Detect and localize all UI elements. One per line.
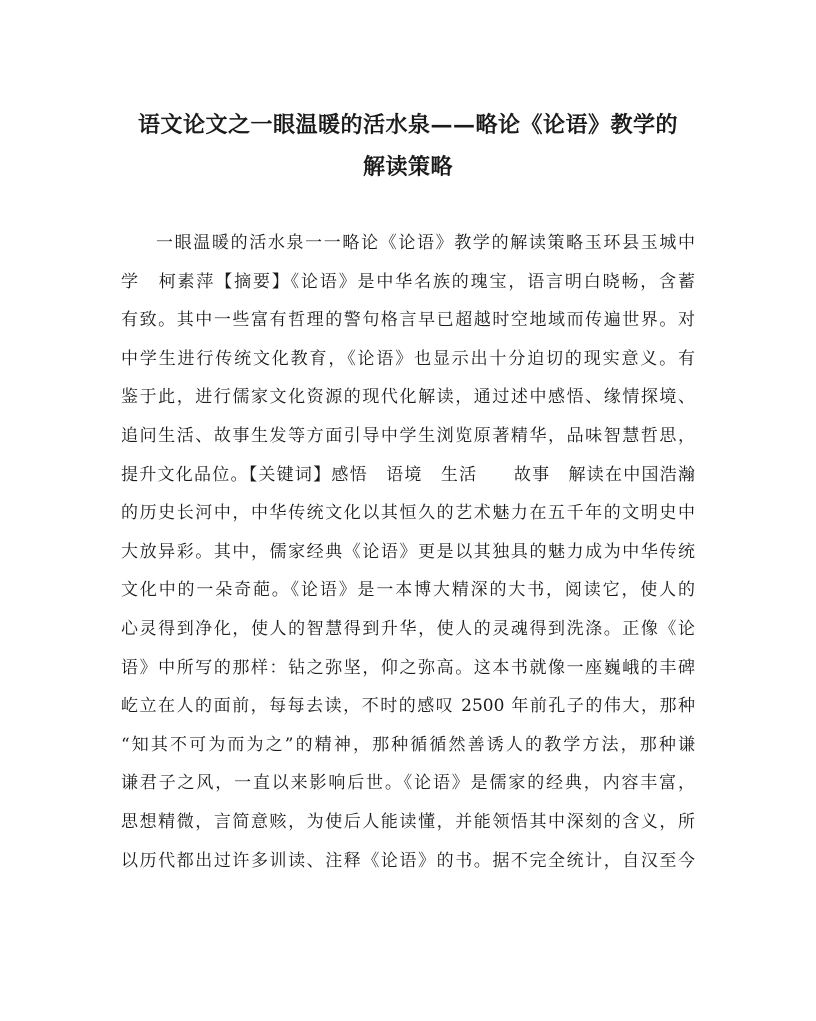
body-line-13: 屹立在人的面前，每每去读，不时的感叹 2500 年前孔子的伟大，那种	[121, 696, 695, 717]
title-line-2: 解读策略	[362, 154, 453, 180]
document-body	[121, 224, 695, 880]
document-title	[100, 104, 716, 188]
body-line-2: 学 柯素萍【摘要】《论语》是中华名族的瑰宝，语言明白晓畅，含蓄	[121, 271, 695, 292]
body-line-17: 以历代都出过许多训读、注释《论语》的书。据不完全统计，自汉至今	[121, 850, 695, 871]
body-line-16: 思想精微，言简意赅，为使后人能读懂，并能领悟其中深刻的含义，所	[121, 811, 695, 832]
body-line-12: 语》中所写的那样：钻之弥坚，仰之弥高。这本书就像一座巍峨的丰碑	[121, 657, 695, 678]
body-line-11: 心灵得到净化，使人的智慧得到升华，使人的灵魂得到洗涤。正像《论	[121, 618, 695, 639]
body-line-10: 文化中的一朵奇葩。《论语》是一本博大精深的大书，阅读它，使人的	[121, 580, 695, 601]
body-line-5: 鉴于此，进行儒家文化资源的现代化解读，通过述中感悟、缘情探境、	[121, 387, 695, 408]
body-line-9: 大放异彩。其中，儒家经典《论语》更是以其独具的魅力成为中华传统	[121, 541, 695, 562]
title-line-1: 语文论文之一眼温暖的活水泉——略论《论语》教学的	[137, 112, 678, 138]
body-line-15: 谦君子之风，一直以来影响后世。《论语》是儒家的经典，内容丰富，	[121, 773, 695, 794]
body-line-1: 一眼温暖的活水泉一一略论《论语》教学的解读策略玉环县玉城中	[156, 233, 695, 253]
body-line-8: 的历史长河中，中华传统文化以其恒久的艺术魅力在五千年的文明史中	[121, 503, 695, 524]
body-line-4: 中学生进行传统文化教育，《论语》也显示出十分迫切的现实意义。有	[121, 348, 695, 369]
body-line-7: 提升文化品位。【关键词】感悟 语境 生活 故事 解读在中国浩瀚	[121, 464, 695, 485]
body-line-6: 追问生活、故事生发等方面引导中学生浏览原著精华，品味智慧哲思，	[121, 425, 695, 446]
body-line-3: 有致。其中一些富有哲理的警句格言早已超越时空地域而传遍世界。对	[121, 310, 695, 331]
body-line-14: “知其不可为而为之”的精神，那种循循然善诱人的教学方法，那种谦	[121, 734, 695, 755]
